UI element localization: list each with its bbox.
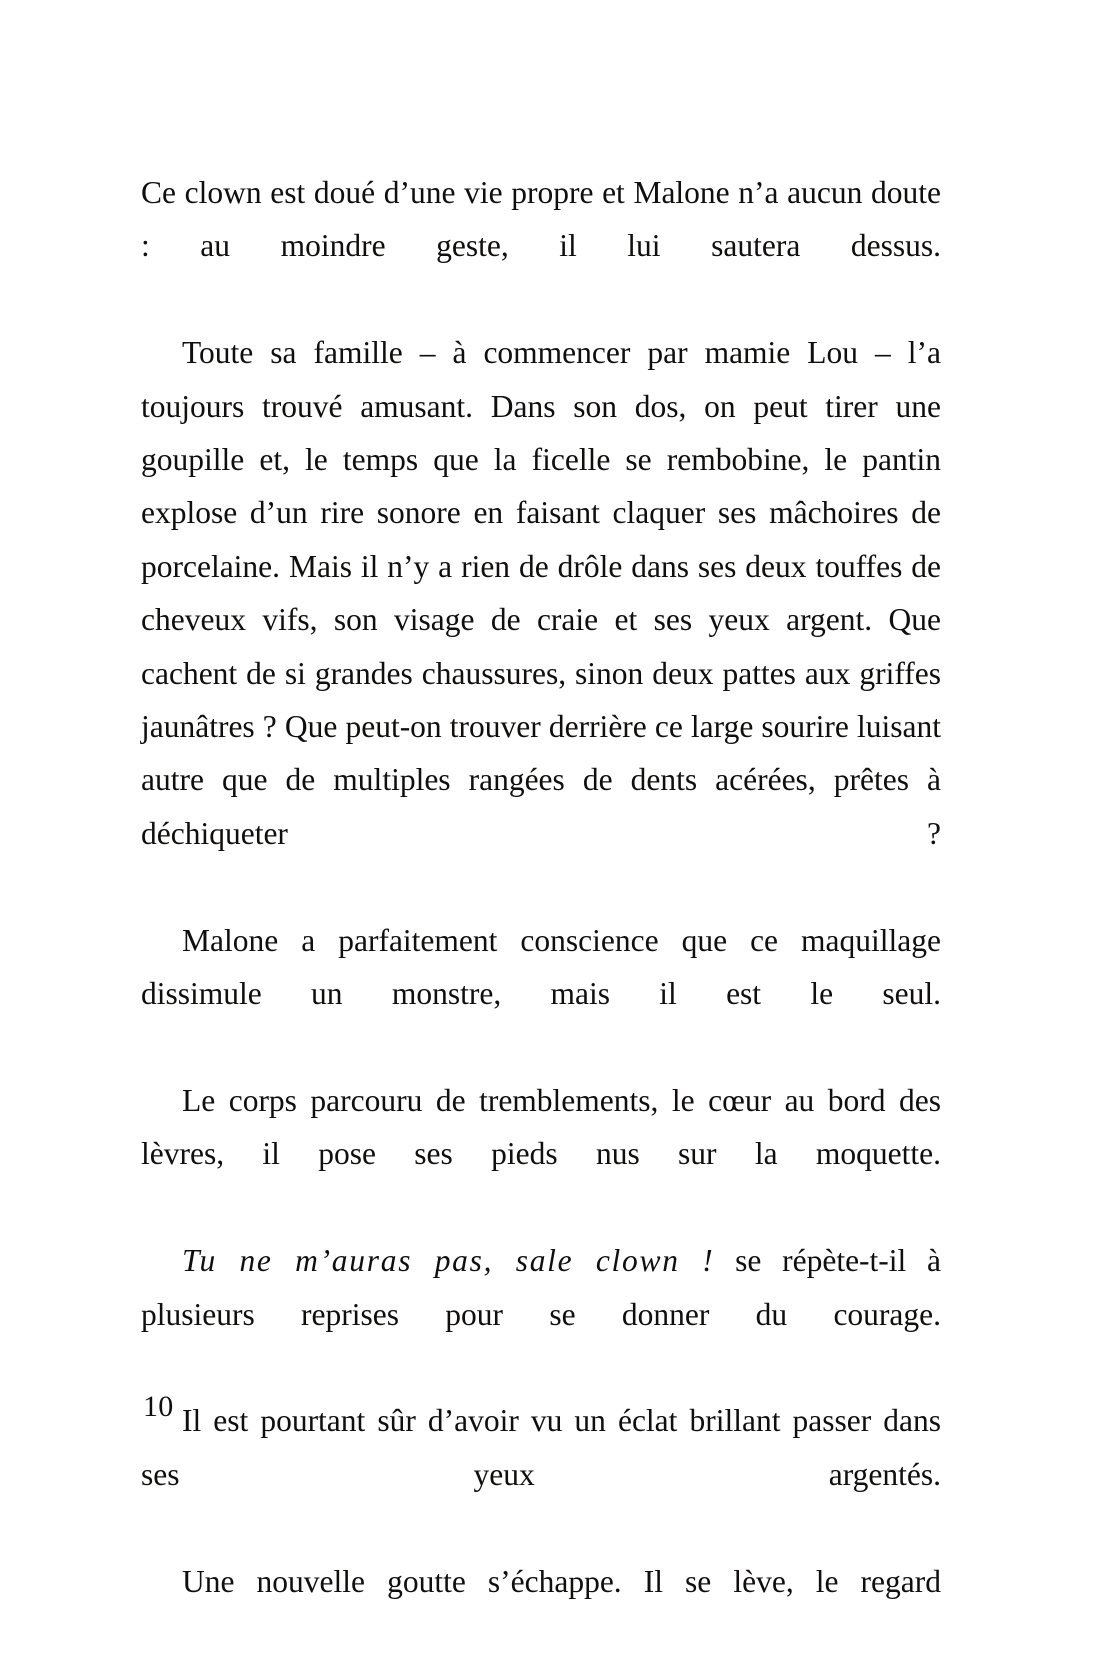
page-number: 10 <box>143 1390 174 1423</box>
paragraph-1: Ce clown est doué d’une vie propre et Malone n’a aucun doute : au moindre geste, il lui sautera dessus. <box>141 175 941 264</box>
paragraph-3: Malone a parfaitement conscience que ce maquillage dissimule un monstre, mais il est le seul. <box>141 922 941 1012</box>
paragraph-5 <box>141 1234 941 1394</box>
paragraph-7: Une nouvelle goutte s’échappe. Il se lève, le regard <box>182 1563 941 1599</box>
paragraph-4: Le corps parcouru de tremblements, le cœur au bord des lèvres, il pose ses pieds nus sur la moquette. <box>141 1082 941 1172</box>
paragraph-5-rest: se répète-t-il à plusieurs reprises pour se donner du courage. <box>141 1243 941 1332</box>
paragraph-6: Il est pourtant sûr d’avoir vu un éclat brillant passer dans ses yeux argentés. <box>141 1403 941 1492</box>
paragraph-2: Toute sa famille – à commencer par mamie Lou – l’a toujours trouvé amusant. Dans son dos, on peut tirer une goupille et, le temps que la ficelle se rembobine, le pantin explose d’un rire sonore en faisant claquer ses mâchoires de porcelaine. Mais il n’y a rien de drôle dans ses deux touffes de cheveux vifs, son visage de craie et ses yeux argent. Que cachent de si grandes chaussures, sinon deux pattes aux griffes jaunâtres ? Que peut-on trouver derrière ce large sourire luisant autre que de multiples rangées de dents acérées, prêtes à déchiqueter ? <box>141 335 941 851</box>
page-text-block <box>141 166 941 1661</box>
italic-inner-monologue: Tu ne m’auras pas, sale clown ! <box>182 1243 715 1279</box>
